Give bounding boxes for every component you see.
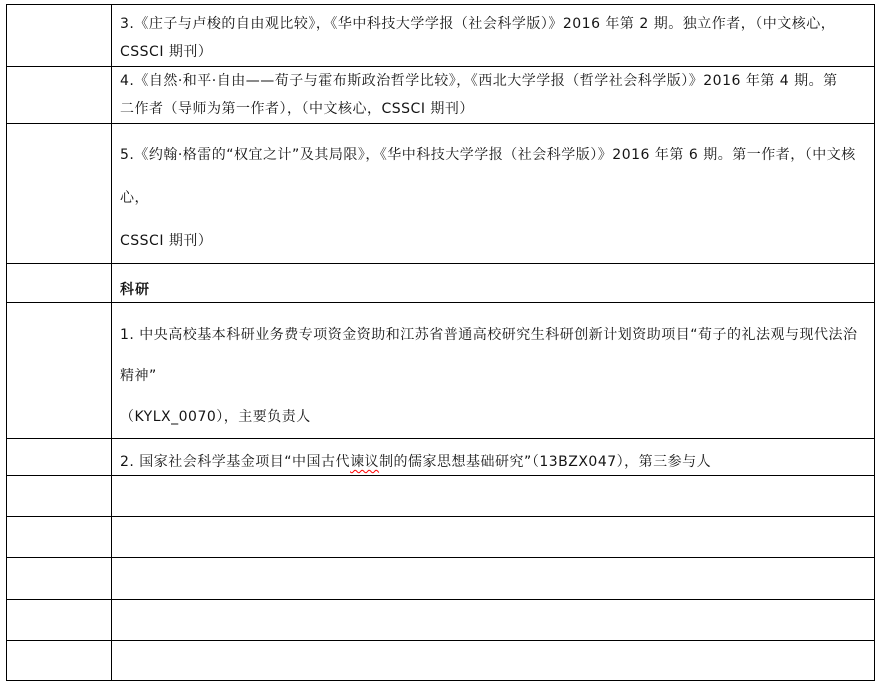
row-label-cell	[7, 600, 112, 641]
publication-3-cell	[112, 5, 875, 67]
table-row-publication-4	[7, 67, 875, 124]
empty-content-cell	[112, 476, 875, 517]
project-2-text-pre: 2. 国家社会科学基金项目“中国古代	[120, 454, 351, 470]
table-row-project-2	[7, 439, 875, 476]
project-1-cell	[112, 303, 875, 439]
row-label-cell	[7, 264, 112, 303]
table-row-publication-3	[7, 5, 875, 67]
row-label-cell	[7, 124, 112, 264]
table-row-publication-5	[7, 124, 875, 264]
project-1-text-line-2: （KYLX_0070），主要负责人	[120, 409, 311, 425]
row-label-cell	[7, 303, 112, 439]
table-row-empty	[7, 558, 875, 600]
empty-content-cell	[112, 558, 875, 600]
publication-4-text-line-2: 二作者（导师为第一作者），（中文核心，CSSCI 期刊）	[120, 101, 474, 117]
row-label-cell	[7, 439, 112, 476]
publication-5-cell	[112, 124, 875, 264]
table-row-project-1	[7, 303, 875, 439]
publication-5-text-line-2: CSSCI 期刊）	[120, 233, 213, 249]
section-header-cell	[112, 264, 875, 303]
empty-content-cell	[112, 641, 875, 681]
project-2-text-post: 制的儒家思想基础研究”（13BZX047），第三参与人	[379, 454, 712, 470]
document-table	[6, 4, 875, 681]
empty-content-cell	[112, 517, 875, 558]
publication-3-text: 3.《庄子与卢梭的自由观比较》，《华中科技大学学报（社会科学版）》2016 年第 2 期。独立作者，（中文核心，CSSCI 期刊）	[120, 16, 836, 60]
row-label-cell	[7, 641, 112, 681]
table-row-section-header	[7, 264, 875, 303]
project-2-text	[120, 451, 868, 473]
table-row-empty-partial	[7, 641, 875, 681]
publication-5-text-line-1: 5.《约翰·格雷的“权宜之计”及其局限》，《华中科技大学学报（社会科学版）》2016 年第 6 期。第一作者，（中文核心，	[120, 147, 856, 206]
empty-content-cell	[112, 600, 875, 641]
publication-4-cell	[112, 67, 875, 124]
row-label-cell	[7, 517, 112, 558]
project-1-text-line-1: 1. 中央高校基本科研业务费专项资金资助和江苏省普通高校研究生科研创新计划资助项目“荀子的礼法观与现代法治精神”	[120, 327, 858, 384]
row-label-cell	[7, 67, 112, 124]
table-row-empty	[7, 600, 875, 641]
row-label-cell	[7, 558, 112, 600]
project-2-cell	[112, 439, 875, 476]
table-row-empty	[7, 517, 875, 558]
spellcheck-marked-text: 谏议	[350, 454, 380, 470]
row-label-cell	[7, 476, 112, 517]
publication-4-text-line-1: 4.《自然·和平·自由——荀子与霍布斯政治哲学比较》，《西北大学学报（哲学社会科学版）》2016 年第 4 期。第	[120, 73, 838, 89]
row-label-cell	[7, 5, 112, 67]
table-row-empty	[7, 476, 875, 517]
section-header-research: 科研	[120, 282, 150, 298]
